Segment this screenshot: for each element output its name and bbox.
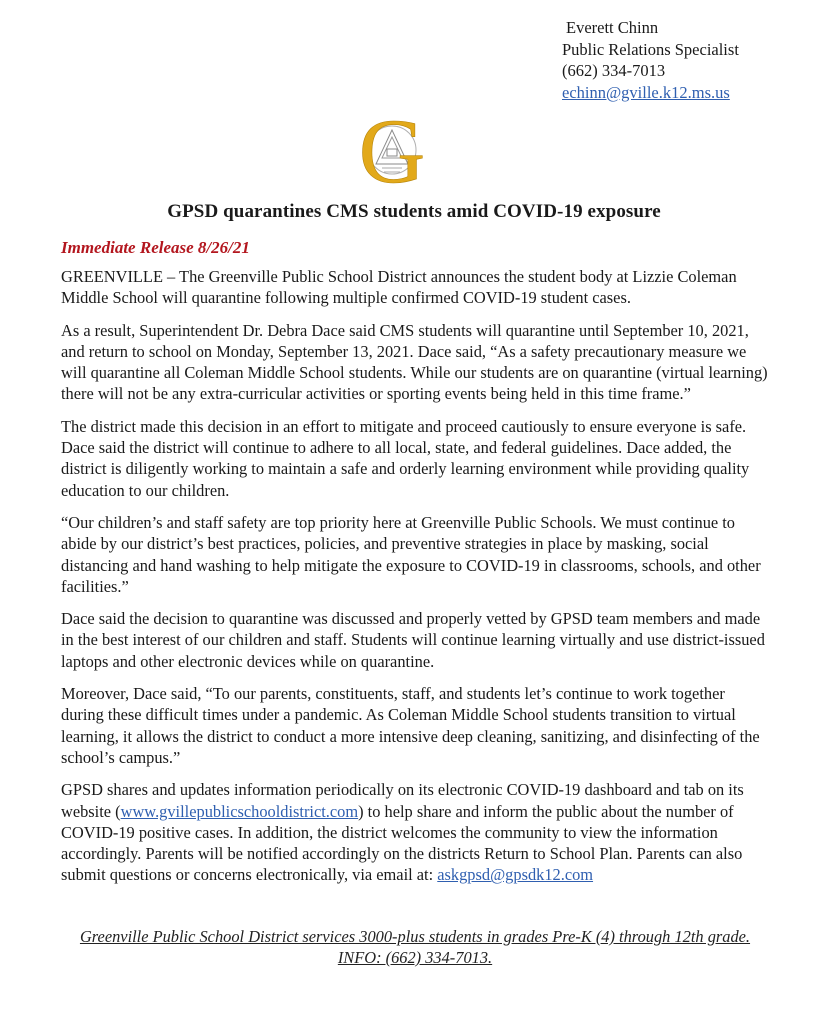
paragraph-vetting: Dace said the decision to quarantine was discussed and properly vetted by GPSD team members and made in the best interest of our children and staff. Students will continue learning virtually and use district-issued laptops and other electronic devices while on quarantine. [61,609,765,671]
paragraph-moreover-quote: Moreover, Dace said, “To our parents, constituents, staff, and students let’s continue to work together during these difficult times under a pandemic. As Coleman Middle School students transition to virtual learning, it allows the district to conduct a more intensive deep cleaning, sanitizing, and disinfecting of the school’s campus.” [61,684,760,767]
article-body [61,266,771,897]
paragraph-quarantine-dates: As a result, Superintendent Dr. Debra Dace said CMS students will quarantine until September 10, 2021, and return to school on Monday, September 13, 2021. Dace said, “As a safety precautionary measure we will quarantine all Coleman Middle School students. While our students are on quarantine (virtual learning) there will not be any extra-curricular activities or sporting events being held in this time frame.” [61,320,768,404]
paragraph-safety-quote: “Our children’s and staff safety are top priority here at Greenville Public Schools. We must continue to abide by our district’s best practices, policies, and preventive strategies in place by masking, social distancing and hand washing to help mitigate the exposure to COVID-19 in classrooms, schools, and other facilities.” [61,512,761,596]
school-district-logo-icon [352,110,432,192]
paragraph-intro: GREENVILLE – The Greenville Public School District announces the student body at Lizzie Coleman Middle School will quarantine following multiple confirmed COVID-19 student cases. [61,267,737,308]
contact-phone: (662) 334-7013 [562,61,666,80]
footer-note: Greenville Public School District services 3000-plus students in grades Pre-K (4) through 12th grade. INFO: (662) 334-7013. [79,927,751,967]
release-date-line: Immediate Release 8/26/21 [61,238,250,257]
district-website-link[interactable]: www.gvillepublicschooldistrict.com [120,801,359,821]
askgpsd-email-link[interactable]: askgpsd@gpsdk12.com [437,865,594,885]
headline: GPSD quarantines CMS students amid COVID-19 exposure [167,201,661,222]
paragraph-dashboard-info [61,779,771,885]
logo-letter: G [358,110,426,192]
paragraph-district-decision: The district made this decision in an effort to mitigate and proceed cautiously to ensure everyone is safe. Dace said the district will continue to adhere to all local, state, and federal guidelines. Dace added, the district is diligently working to maintain a safe and orderly learning environment while providing quality education to our children. [61,416,750,500]
contact-email-link[interactable]: echinn@gville.k12.ms.us [562,82,730,102]
contact-name: Everett Chinn [566,18,659,37]
dashboard-text-part2: ) to help share and inform the public about the number of COVID-19 positive cases. In addition, the district welcomes the community to view the information accordingly. Parents will be notified accordingly on the districts Return to School Plan. Parents can also submit questions or concerns electronically, via email at: [61,801,743,885]
contact-block [562,17,739,103]
dashboard-text-part1: GPSD shares and updates information periodically on its electronic COVID-19 dashboard and tab on its website ( [61,780,744,821]
contact-title: Public Relations Specialist [562,39,739,59]
